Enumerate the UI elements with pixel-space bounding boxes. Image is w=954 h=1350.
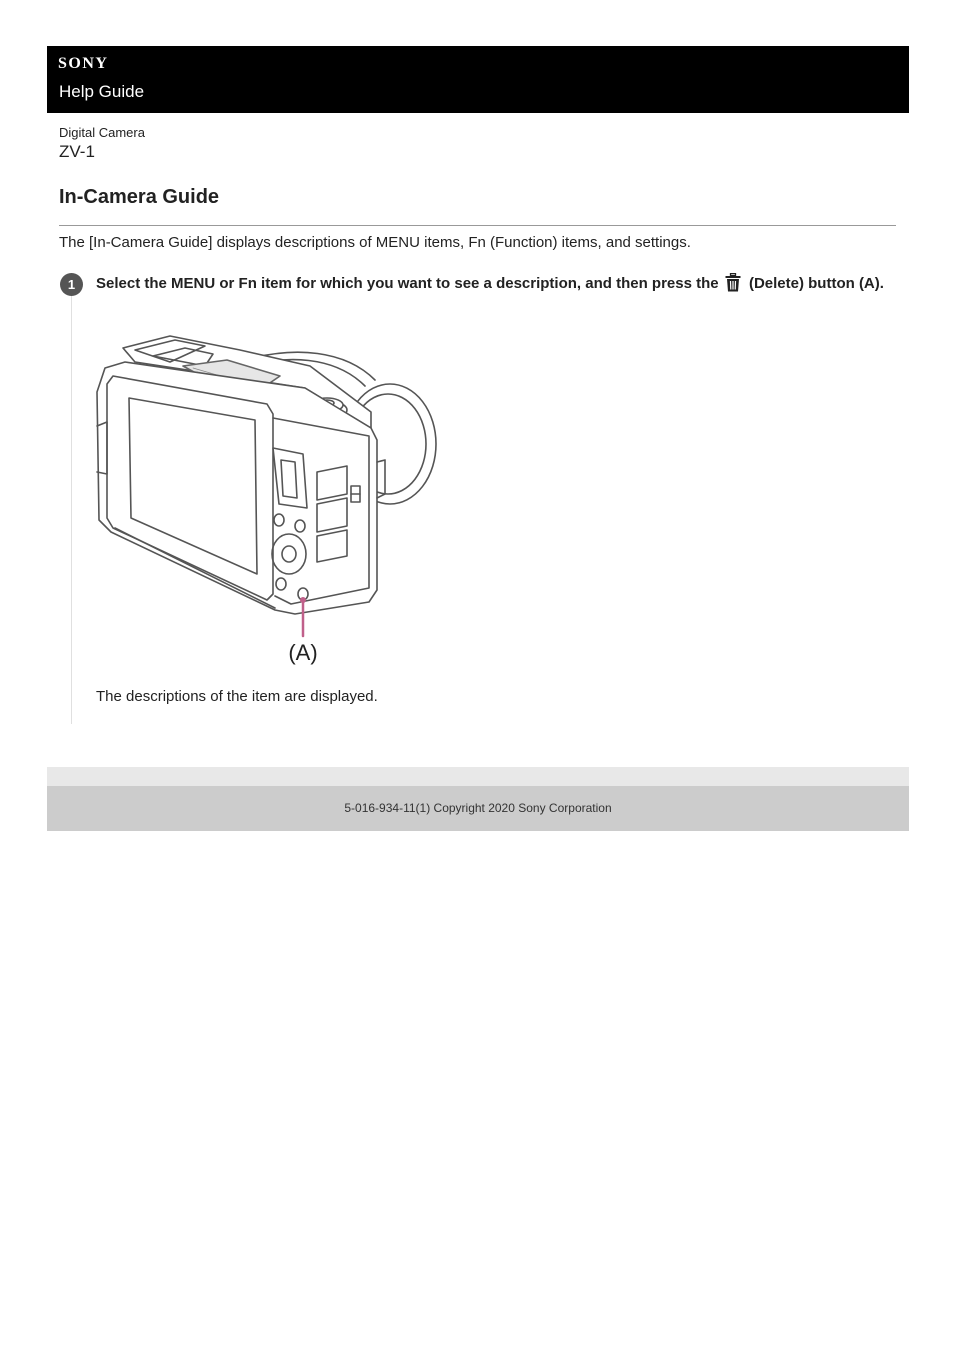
- page-title: In-Camera Guide: [59, 186, 220, 208]
- step-text-after: (Delete) button (A).: [748, 275, 884, 292]
- help-guide-title[interactable]: Help Guide: [59, 82, 145, 101]
- footer-spacer: [47, 767, 909, 786]
- title-divider: [59, 225, 896, 226]
- step-result: The descriptions of the item are displayed.: [96, 688, 378, 705]
- intro-paragraph: The [In-Camera Guide] displays descriptions of MENU items, Fn (Function) items, and settings.: [59, 234, 691, 251]
- help-guide-header: [47, 46, 909, 113]
- product-model: ZV-1: [59, 142, 95, 161]
- footer: [47, 786, 909, 831]
- step-text-before: Select the MENU or Fn item for which you want to see a description, and then press the: [96, 275, 719, 292]
- step-guide-line: [71, 294, 72, 724]
- step-instruction: [96, 273, 896, 294]
- step-number: 1: [60, 273, 83, 296]
- trash-icon: [725, 273, 741, 292]
- product-category: Digital Camera: [59, 125, 145, 140]
- camera-illustration: [95, 332, 440, 672]
- callout-dot: [300, 597, 306, 603]
- callout-label-a: (A): [288, 640, 318, 665]
- copyright-text: 5-016-934-11(1) Copyright 2020 Sony Corporation: [344, 801, 612, 815]
- sony-logo[interactable]: SONY: [58, 55, 109, 72]
